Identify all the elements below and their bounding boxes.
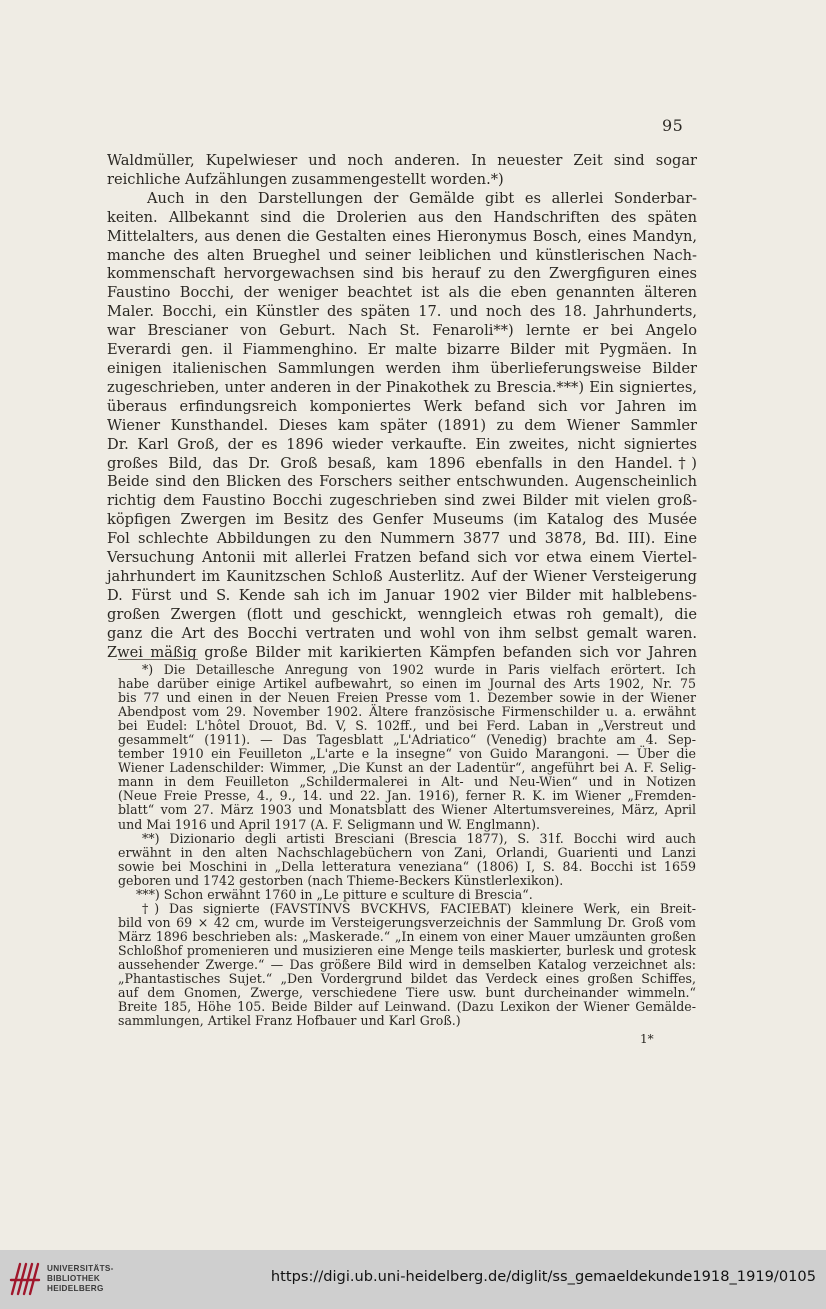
footnote-line: ***) Schon erwähnt 1760 in „Le pitture e sculture di Brescia“. bbox=[136, 886, 533, 902]
footnote-line: tember 1910 ein Feuilleton „L'arte e la insegne“ von Guido Marangoni. — Über die bbox=[118, 746, 696, 762]
body-line: einigen italienischen Sammlungen werden ihm überlieferungsweise Bilder bbox=[107, 359, 697, 377]
body-line: richtig dem Faustino Bocchi zugeschrieben sind zwei Bilder mit vielen groß- bbox=[107, 492, 697, 510]
permalink-url[interactable]: https://digi.ub.uni-heidelberg.de/diglit/ss_gemaeldekunde1918_1919/0105 bbox=[270, 1268, 816, 1285]
footnote-line: sowie bei Moschini in „Della letteratura veneziana“ (1806) I, S. 84. Bocchi ist 1659 bbox=[118, 858, 696, 874]
footnote-line: geboren und 1742 gestorben (nach Thieme-Beckers Künstlerlexikon). bbox=[118, 872, 564, 888]
footnotes bbox=[118, 663, 696, 1028]
body-line: D. Fürst und S. Kende sah ich im Januar 1902 vier Bilder mit halblebens- bbox=[107, 586, 697, 604]
library-name-line: HEIDELBERG bbox=[47, 1284, 104, 1293]
body-line: keiten. Allbekannt sind die Drolerien aus den Handschriften des späten bbox=[107, 208, 697, 226]
footnote-line: Schloßhof promenieren und musizieren eine Menge teils maskierter, burlesk und grotesk bbox=[118, 942, 696, 958]
footnote-line: *) Die Detaillesche Anregung von 1902 wurde in Paris vielfach erörtert. Ich bbox=[142, 662, 696, 677]
body-line: Fol schlechte Abbildungen zu den Nummern 3877 und 3878, Bd. III). Eine bbox=[107, 530, 697, 548]
body-line: Faustino Bocchi, der weniger beachtet ist als die eben genannten älteren bbox=[107, 284, 697, 302]
library-name-line: BIBLIOTHEK bbox=[47, 1274, 101, 1283]
footnote-line: auf dem Gnomen, Zwerge, verschiedene Tiere usw. bunt durcheinander wimmeln.“ bbox=[118, 985, 696, 1001]
body-text bbox=[107, 152, 697, 662]
footnote-line: (Neue Freie Presse, 4., 9., 14. und 22. Jan. 1916), ferner R. K. im Wiener „Fremden- bbox=[118, 788, 696, 804]
footnote-line: „Phantastisches Sujet.“ „Den Vordergrund bildet das Verdeck eines großen Schiffes, bbox=[118, 971, 696, 987]
body-line: Waldmüller, Kupelwieser und noch anderen. In neuester Zeit sind sogar bbox=[107, 152, 697, 169]
body-line: reichliche Aufzählungen zusammengestellt worden.*) bbox=[107, 170, 504, 188]
library-name-line: UNIVERSITÄTS- bbox=[47, 1264, 114, 1273]
body-line: großen Zwergen (flott und geschickt, wenngleich etwas roh gemalt), die bbox=[107, 605, 697, 623]
body-line: großes Bild, das Dr. Groß besaß, kam 1896 ebenfalls in den Handel.†) bbox=[107, 454, 697, 472]
body-line: Auch in den Darstellungen der Gemälde gibt es allerlei Sonderbar- bbox=[147, 189, 697, 207]
footnote-line: sammlungen, Artikel Franz Hofbauer und Karl Groß.) bbox=[118, 1013, 461, 1029]
body-line: kommenschaft hervorgewachsen sind bis herauf zu den Zwergfiguren eines bbox=[107, 265, 697, 283]
page-number: 95 bbox=[662, 116, 684, 135]
body-line: Zwei mäßig große Bilder mit karikierten Kämpfen befanden sich vor Jahren bbox=[107, 643, 697, 661]
body-line: Dr. Karl Groß, der es 1896 wieder verkaufte. Ein zweites, nicht signiertes bbox=[107, 435, 697, 453]
body-line: köpfigen Zwergen im Besitz des Genfer Museums (im Katalog des Musée bbox=[107, 511, 697, 529]
footnote-line: bis 77 und einen in der Neuen Freien Presse vom 1. Dezember sowie in der Wiener bbox=[118, 690, 696, 706]
footnote-line: und Mai 1916 und April 1917 (A. F. Seligmann und W. Englmann). bbox=[118, 816, 541, 832]
footnote-line: März 1896 beschrieben als: „Maskerade.“ „In einem von einer Mauer umzäunten großen bbox=[118, 928, 696, 944]
body-line: Everardi gen. il Fiammenghino. Er malte bizarre Bilder mit Pygmäen. In bbox=[107, 341, 697, 359]
footnote-line: Wiener Ladenschilder: Wimmer, „Die Kunst an der Ladentür“, angeführt bei A. F. Selig- bbox=[118, 760, 696, 776]
footnote-line: bild von 69 × 42 cm, wurde im Versteigerungsverzeichnis der Sammlung Dr. Groß vom bbox=[118, 914, 696, 930]
university-logo-icon[interactable] bbox=[8, 1258, 42, 1298]
footer-bar bbox=[0, 1250, 826, 1309]
body-line: manche des alten Brueghel und seiner leiblichen und künstlerischen Nach- bbox=[107, 246, 697, 264]
body-line: Maler. Bocchi, ein Künstler des späten 17. und noch des 18. Jahrhunderts, bbox=[107, 303, 697, 321]
body-line: Mittelalters, aus denen die Gestalten eines Hieronymus Bosch, eines Mandyn, bbox=[107, 227, 697, 245]
body-line: zugeschrieben, unter anderen in der Pinakothek zu Brescia.***) Ein signiertes, bbox=[107, 378, 697, 396]
footnote-line: †) Das signierte (FAVSTINVS BVCKHVS, FACIEBAT) kleinere Werk, ein Breit- bbox=[142, 900, 696, 916]
body-line: ganz die Art des Bocchi vertraten und wohl von ihm selbst gemalt waren. bbox=[107, 624, 697, 642]
body-line: Beide sind den Blicken des Forschers seither entschwunden. Augenscheinlich bbox=[107, 473, 697, 491]
footnote-line: Breite 185, Höhe 105. Beide Bilder auf Leinwand. (Dazu Lexikon der Wiener Gemälde- bbox=[118, 999, 696, 1015]
footnote-divider bbox=[118, 659, 198, 660]
footnote-line: habe darüber einige Artikel aufbewahrt, so einen im Journal des Arts 1902, Nr. 75 bbox=[118, 676, 696, 692]
footnote-line: bei Eudel: L'hôtel Drouot, Bd. V, S. 102ff., und bei Ferd. Laban in „Verstreut und bbox=[118, 718, 696, 734]
footnote-line: blatt“ vom 27. März 1903 und Monatsblatt des Wiener Altertumsvereines, März, April bbox=[118, 802, 696, 818]
body-line: Wiener Kunsthandel. Dieses kam später (1891) zu dem Wiener Sammler bbox=[107, 416, 697, 434]
footnote-line: aussehender Zwerge.“ — Das größere Bild wird in demselben Katalog verzeichnet als: bbox=[118, 956, 696, 972]
footnote-line: Abendpost vom 29. November 1902. Ältere französische Firmenschilder u. a. erwähnt bbox=[118, 704, 696, 720]
footnote-line: erwähnt in den alten Nachschlagebüchern von Zani, Orlandi, Guarienti und Lanzi bbox=[118, 844, 696, 860]
body-line: jahrhundert im Kaunitzschen Schloß Austerlitz. Auf der Wiener Versteigerung bbox=[107, 567, 697, 585]
footnote-line: mann in dem Feuilleton „Schildermalerei in Alt- und Neu-Wien“ und in Notizen bbox=[118, 774, 696, 790]
body-line: Versuchung Antonii mit allerlei Fratzen befand sich vor etwa einem Viertel- bbox=[107, 549, 697, 567]
signature-mark: 1* bbox=[640, 1032, 654, 1046]
footnote-line: **) Dizionario degli artisti Bresciani (Brescia 1877), S. 31f. Bocchi wird auch bbox=[142, 830, 696, 846]
body-line: war Brescianer von Geburt. Nach St. Fenaroli**) lernte er bei Angelo bbox=[107, 322, 697, 340]
footnote-line: gesammelt“ (1911). — Das Tagesblatt „L'Adriatico“ (Venedig) brachte am 4. Sep- bbox=[118, 732, 696, 748]
library-name bbox=[47, 1264, 114, 1294]
body-line: überaus erfindungsreich komponiertes Werk befand sich vor Jahren im bbox=[107, 397, 697, 415]
